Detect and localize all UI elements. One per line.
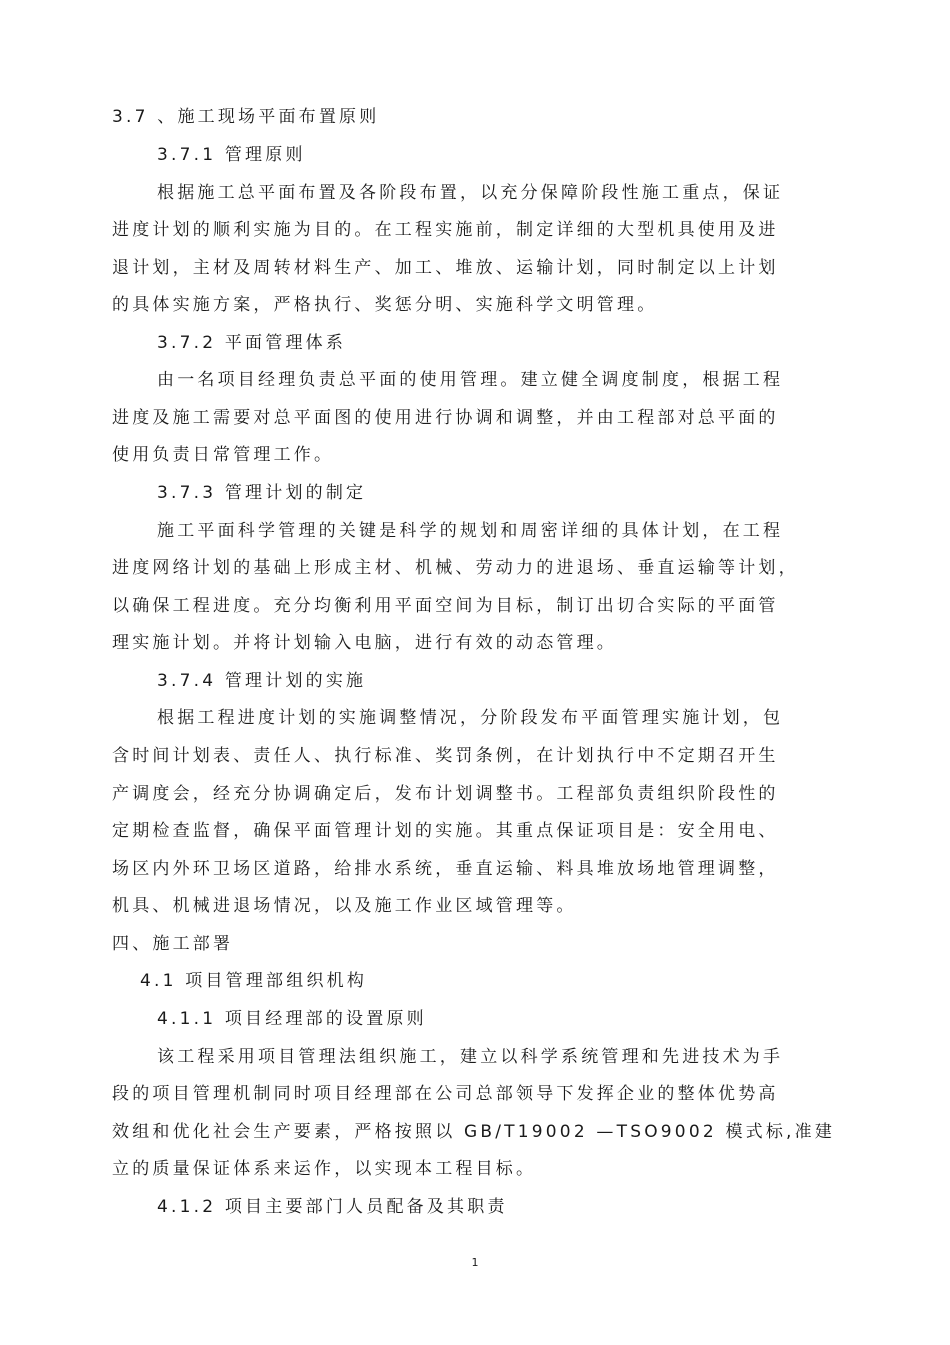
subsection-heading-4-1-1: 4.1.1 项目经理部的设置原则 [157,1009,427,1029]
paragraph-line: 产调度会，经充分协调确定后，发布计划调整书。工程部负责组织阶段性的 [112,784,779,804]
paragraph-line: 含时间计划表、责任人、执行标准、奖罚条例，在计划执行中不定期召开生 [112,746,779,766]
paragraph-line: 根据施工总平面布置及各阶段布置，以充分保障阶段性施工重点，保证 [157,183,784,203]
paragraph-line: 机具、机械进退场情况，以及施工作业区域管理等。 [112,896,577,916]
section-heading-4-1: 4.1 项目管理部组织机构 [140,971,368,991]
paragraph-line: 根据工程进度计划的实施调整情况，分阶段发布平面管理实施计划，包 [157,708,784,728]
subsection-heading-3-7-1: 3.7.1 管理原则 [157,145,306,165]
paragraph-line: 以确保工程进度。充分均衡利用平面空间为目标，制订出切合实际的平面管 [112,596,779,616]
paragraph-line: 场区内外环卫场区道路，给排水系统，垂直运输、料具堆放场地管理调整， [112,859,779,879]
paragraph-line: 施工平面科学管理的关键是科学的规划和周密详细的具体计划，在工程 [157,521,784,541]
subsection-heading-3-7-4: 3.7.4 管理计划的实施 [157,671,367,691]
paragraph-line: 退计划，主材及周转材料生产、加工、堆放、运输计划，同时制定以上计划 [112,258,779,278]
paragraph-line: 理实施计划。并将计划输入电脑，进行有效的动态管理。 [112,633,617,653]
paragraph-line: 由一名项目经理负责总平面的使用管理。建立健全调度制度，根据工程 [157,370,784,390]
page-number: 1 [471,1256,479,1269]
chapter-heading-4: 四、施工部署 [112,934,234,954]
paragraph-line: 进度网络计划的基础上形成主材、机械、劳动力的进退场、垂直运输等计划， [112,558,799,578]
paragraph-line: 进度计划的顺利实施为目的。在工程实施前，制定详细的大型机具使用及进 [112,220,779,240]
section-heading-3-7: 3.7 、施工现场平面布置原则 [112,107,380,127]
subsection-heading-3-7-3: 3.7.3 管理计划的制定 [157,483,367,503]
paragraph-line: 进度及施工需要对总平面图的使用进行协调和调整，并由工程部对总平面的 [112,408,779,428]
paragraph-line: 的具体实施方案，严格执行、奖惩分明、实施科学文明管理。 [112,295,658,315]
subsection-heading-4-1-2: 4.1.2 项目主要部门人员配备及其职责 [157,1197,508,1217]
paragraph-line: 定期检查监督，确保平面管理计划的实施。其重点保证项目是：安全用电、 [112,821,779,841]
paragraph-line: 立的质量保证体系来运作，以实现本工程目标。 [112,1159,537,1179]
subsection-heading-3-7-2: 3.7.2 平面管理体系 [157,333,347,353]
paragraph-line: 效组和优化社会生产要素，严格按照以 GB/T19002 —TSO9002 模式标,准建 [112,1122,836,1142]
paragraph-line: 段的项目管理机制同时项目经理部在公司总部领导下发挥企业的整体优势高 [112,1084,779,1104]
paragraph-line: 该工程采用项目管理法组织施工，建立以科学系统管理和先进技术为手 [157,1047,784,1067]
paragraph-line: 使用负责日常管理工作。 [112,445,335,465]
